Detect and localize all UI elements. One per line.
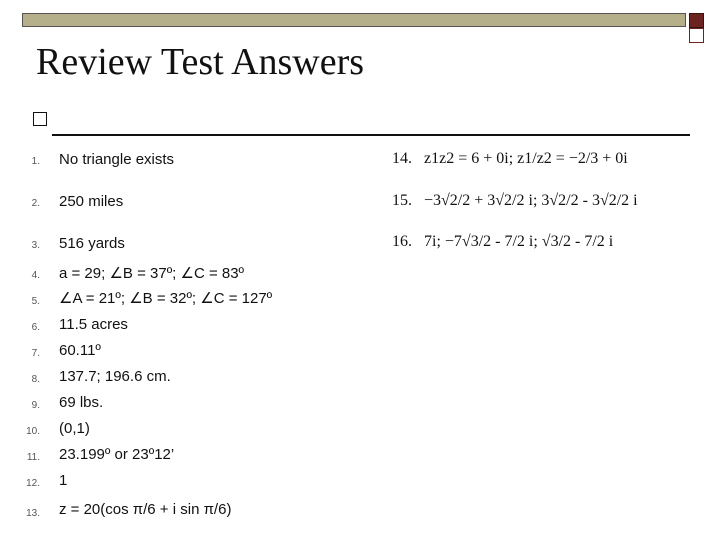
answer-number: 8.	[31, 374, 40, 385]
answer-number: 13.	[26, 508, 40, 519]
answer-number: 1.	[31, 156, 40, 167]
answer-5: ∠A = 21º; ∠B = 32º; ∠C = 127º	[59, 290, 273, 307]
answer-number: 7.	[31, 348, 40, 359]
top-decorative-bar	[22, 13, 686, 27]
answer-2: 250 miles	[59, 193, 124, 210]
corner-square-dark	[689, 13, 704, 28]
answer-number: 10.	[26, 426, 40, 437]
answer-number: 3.	[31, 240, 40, 251]
answer-number: 16.	[392, 233, 412, 250]
answer-14: z1z2 = 6 + 0i; z1/z2 = −2/3 + 0i	[424, 150, 628, 167]
answer-7: 60.11º	[59, 342, 101, 359]
title-divider	[52, 134, 690, 136]
answer-13: z = 20(cos π/6 + i sin π/6)	[59, 501, 232, 518]
answer-9: 69 lbs.	[59, 394, 104, 411]
answer-3: 516 yards	[59, 235, 125, 252]
answer-number: 2.	[31, 198, 40, 209]
answer-number: 4.	[31, 270, 40, 281]
answer-8: 137.7; 196.6 cm.	[59, 368, 171, 385]
answer-number: 15.	[392, 192, 412, 209]
answer-10: (0,1)	[59, 420, 90, 437]
answer-number: 6.	[31, 322, 40, 333]
square-bullet-icon	[33, 112, 47, 126]
answer-4: a = 29; ∠B = 37º; ∠C = 83º	[59, 265, 245, 282]
answer-number: 14.	[392, 150, 412, 167]
answer-number: 11.	[26, 452, 40, 463]
corner-square-light	[689, 28, 704, 43]
answer-12: 1	[59, 472, 68, 489]
slide-title: Review Test Answers	[36, 41, 365, 83]
answer-number: 5.	[31, 296, 40, 307]
answer-15: −3√2/2 + 3√2/2 i; 3√2/2 - 3√2/2 i	[424, 192, 638, 209]
answer-1: No triangle exists	[59, 151, 175, 168]
answer-number: 12.	[26, 478, 40, 489]
answer-11: 23.199º or 23º12’	[59, 446, 175, 463]
answer-16: 7i; −7√3/2 - 7/2 i; √3/2 - 7/2 i	[424, 233, 614, 250]
answer-6: 11.5 acres	[59, 316, 128, 333]
answer-number: 9.	[31, 400, 40, 411]
